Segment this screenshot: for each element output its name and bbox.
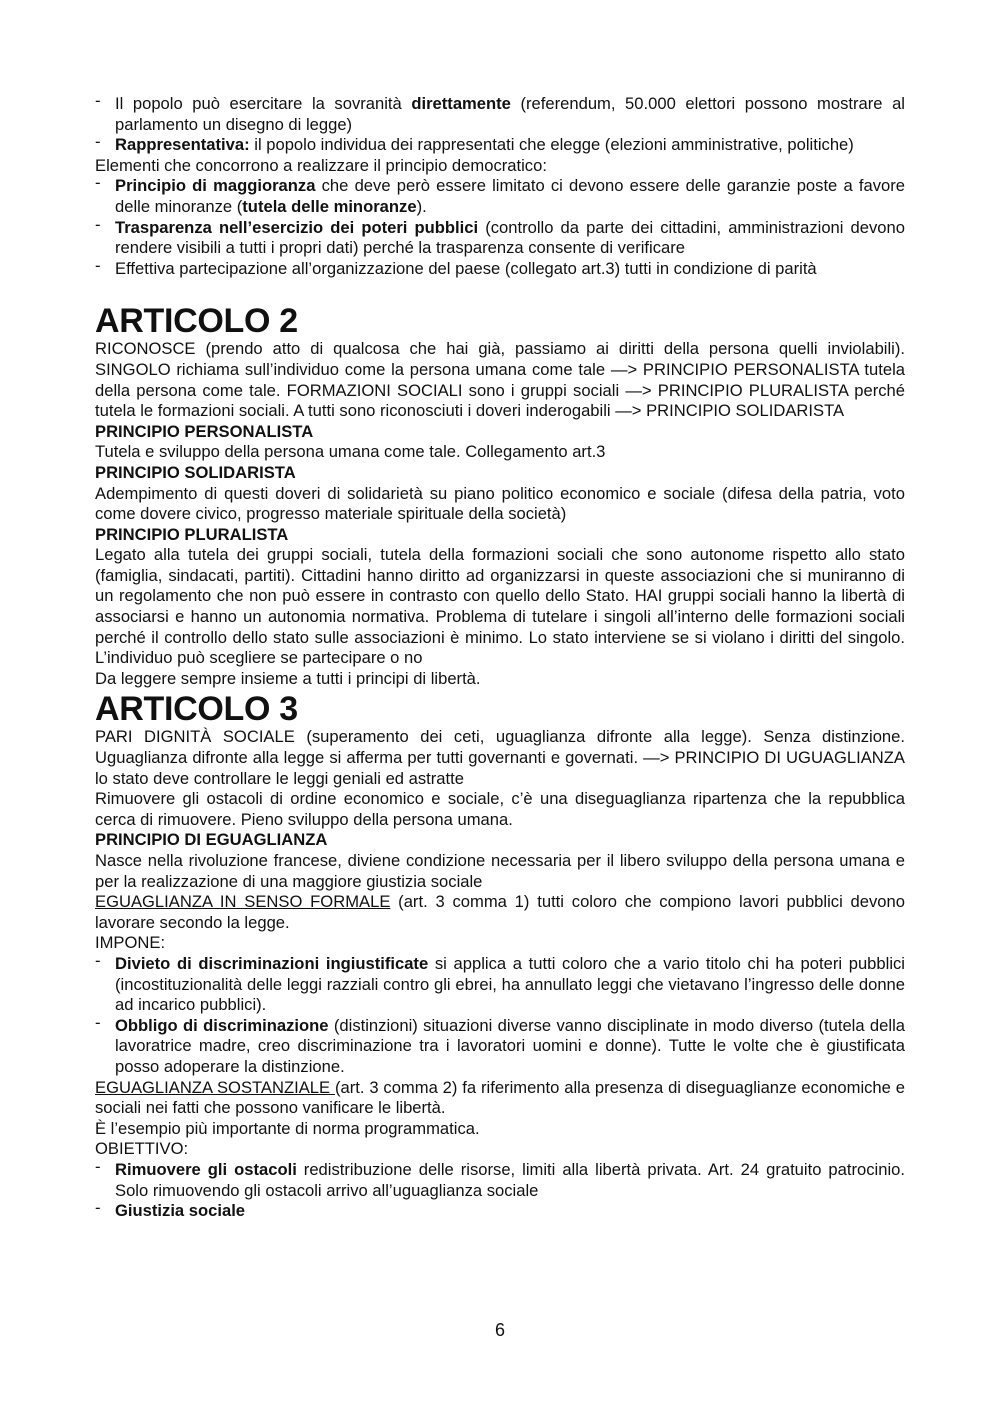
- bold-text: direttamente: [411, 94, 511, 113]
- bullet-divieto-discriminazioni: [95, 950, 905, 1016]
- page-number: 6: [494, 1320, 505, 1340]
- text: che deve però essere limitato ci devono essere delle garanzie poste a favore delle minoranze (: [115, 176, 905, 216]
- bullet-rimuovere-ostacoli: [95, 1156, 905, 1201]
- bullet-dash: -: [95, 91, 101, 110]
- eguaglianza-formale: [95, 892, 905, 933]
- bullet-dash: -: [95, 950, 101, 970]
- bold-text: Trasparenza nell’esercizio dei poteri pubblici: [115, 217, 479, 237]
- bold-text: tutela delle minoranze: [242, 196, 417, 216]
- heading-articolo-2: ARTICOLO 2: [95, 302, 298, 341]
- personalista-text: Tutela e sviluppo della persona umana come tale. Collegamento art.3: [95, 442, 606, 462]
- page-content: [95, 91, 905, 1222]
- bullet-dash: -: [95, 1012, 101, 1032]
- text: (distinzioni) situazioni diverse vanno disciplinate in modo diverso (tutela della lavoratrice madre, creo discriminazione tra i lavoratori uomini e donne). Tutte le volte che è giustificata posso adoperare la distinzione.: [115, 1015, 905, 1076]
- bold-text: Rappresentativa:: [115, 135, 250, 155]
- bullet-dash: -: [95, 1156, 101, 1176]
- bold-text: Divieto di discriminazioni ingiustificate: [115, 953, 429, 973]
- text: (art. 3 comma 1) tutti coloro che compiono lavori pubblici devono lavorare secondo la legge.: [95, 892, 905, 932]
- heading-articolo-3: ARTICOLO 3: [95, 690, 298, 729]
- obiettivo-label: OBIETTIVO:: [95, 1139, 189, 1159]
- bullet-maggioranza: [95, 173, 905, 217]
- bullet-dash: -: [95, 173, 101, 193]
- bullet-sovranita-diretta: [95, 91, 905, 135]
- text: (referendum, 50.000 elettori possono mostrare al parlamento un disegno di legge): [115, 94, 905, 134]
- text: il popolo individua dei rappresentati che elegge (elezioni amministrative, politiche): [249, 135, 854, 155]
- heading-principio-eguaglianza: PRINCIPIO DI EGUAGLIANZA: [95, 830, 328, 850]
- underlined-text: EGUAGLIANZA SOSTANZIALE: [95, 1077, 335, 1097]
- heading-principio-personalista: PRINCIPIO PERSONALISTA: [95, 421, 314, 441]
- bullet-partecipazione: [95, 255, 905, 280]
- bullet-obbligo-discriminazione: [95, 1012, 905, 1078]
- bullet-dash: -: [95, 1198, 101, 1218]
- text: (art. 3 comma 2) fa riferimento alla presenza di diseguaglianze economiche e sociali nei fatti che possono vanificare le libertà.: [95, 1077, 905, 1118]
- art2-paragraph: RICONOSCE (prendo atto di qualcosa che hai già, passiamo ai diritti della persona quelli inviolabili). SINGOLO richiama sull’individuo come la persona umana come tale —> PRINCIPIO PERSONALISTA tutela della persona come tale. FORMAZIONI SOCIALI sono i gruppi sociali —> PRINCIPIO PLURALISTA perché tutela le formazioni sociali. A tutti sono riconosciuti i doveri inderogabili —> PRINCIPIO SOLIDARISTA: [95, 339, 905, 421]
- elementi-line: Elementi che concorrono a realizzare il principio democratico:: [95, 155, 547, 175]
- bullet-dash: -: [95, 255, 101, 275]
- pluralista-text: Legato alla tutela dei gruppi sociali, tutela della formazioni sociali che sono autonome rispetto allo stato (famiglia, sindacati, partiti). Cittadini hanno diritto ad organizzarsi in queste associazioni che si muniranno di un regolamento che non può essere in contrasto con quello dello Stato. HAI gruppi sociali hanno la libertà di associarsi e hanno un autonomia normativa. Problema di tutelare i singoli all’interno delle formazioni sociali perché il controllo dello stato sulle associazioni è minimo. Lo stato interviene se si violano i diritti del singolo. L’individuo può scegliere se partecipare o no: [95, 545, 905, 668]
- text: (controllo da parte dei cittadini, amministrazioni devono rendere visibili a tutti i propri dati) perché la trasparenza consente di verificare: [115, 217, 905, 258]
- bullet-giustizia-sociale: [95, 1198, 905, 1222]
- esempio-line: È l’esempio più importante di norma programmatica.: [95, 1118, 480, 1138]
- text: si applica a tutti coloro che a vario titolo chi ha poteri pubblici (incostituzionalità delle leggi razziali contro gli ebrei, ha annullato leggi che vietavano l’ingresso delle donne ad incarico pubblici).: [115, 953, 905, 1015]
- text: Effettiva partecipazione all’organizzazione del paese (collegato art.3) tutti in condizione di parità: [115, 258, 817, 278]
- bold-text: Giustizia sociale: [115, 1201, 246, 1221]
- underlined-text: EGUAGLIANZA IN SENSO FORMALE: [95, 892, 391, 912]
- impone-label: IMPONE:: [95, 933, 166, 953]
- bullet-trasparenza: [95, 214, 905, 259]
- art3-paragraph-2: Rimuovere gli ostacoli di ordine economico e sociale, c’è una diseguaglianza ripartenza che la repubblica cerca di rimuovere. Pieno sviluppo della persona umana.: [95, 789, 905, 829]
- bold-text: Principio di maggioranza: [115, 176, 316, 196]
- solidarista-text: Adempimento di questi doveri di solidarietà su piano politico economico e sociale (difesa della patria, voto come dovere civico, progresso materiale spirituale della società): [95, 483, 905, 524]
- bold-text: Rimuovere gli ostacoli: [115, 1159, 297, 1179]
- art3-paragraph-1: PARI DIGNITÀ SOCIALE (superamento dei ceti, uguaglianza difronte alla legge). Senza distinzione. Uguaglianza difronte alla legge si afferma per tutti governanti e governati. —> PRINCIPIO DI UGUAGLIANZA lo stato deve controllare le leggi geniali ed astratte: [95, 727, 905, 788]
- heading-principio-pluralista: PRINCIPIO PLURALISTA: [95, 524, 289, 544]
- leggere-line: Da leggere sempre insieme a tutti i principi di libertà.: [95, 668, 481, 688]
- bullet-dash: -: [95, 132, 101, 152]
- text: Il popolo può esercitare la sovranità: [115, 94, 412, 113]
- eguaglianza-sostanziale: [95, 1078, 905, 1119]
- eguaglianza-text: Nasce nella rivoluzione francese, diviene condizione necessaria per il libero sviluppo della persona umana e per la realizzazione di una maggiore giustizia sociale: [95, 851, 905, 891]
- bold-text: Obbligo di discriminazione: [115, 1015, 329, 1035]
- text: redistribuzione delle risorse, limiti alla libertà privata. Art. 24 gratuito patrocinio. Solo rimuovendo gli ostacoli arrivo all’uguaglianza sociale: [115, 1159, 905, 1200]
- bullet-dash: -: [95, 214, 101, 234]
- bullet-rappresentativa: [95, 132, 905, 156]
- text: ).: [416, 196, 427, 216]
- heading-principio-solidarista: PRINCIPIO SOLIDARISTA: [95, 462, 296, 482]
